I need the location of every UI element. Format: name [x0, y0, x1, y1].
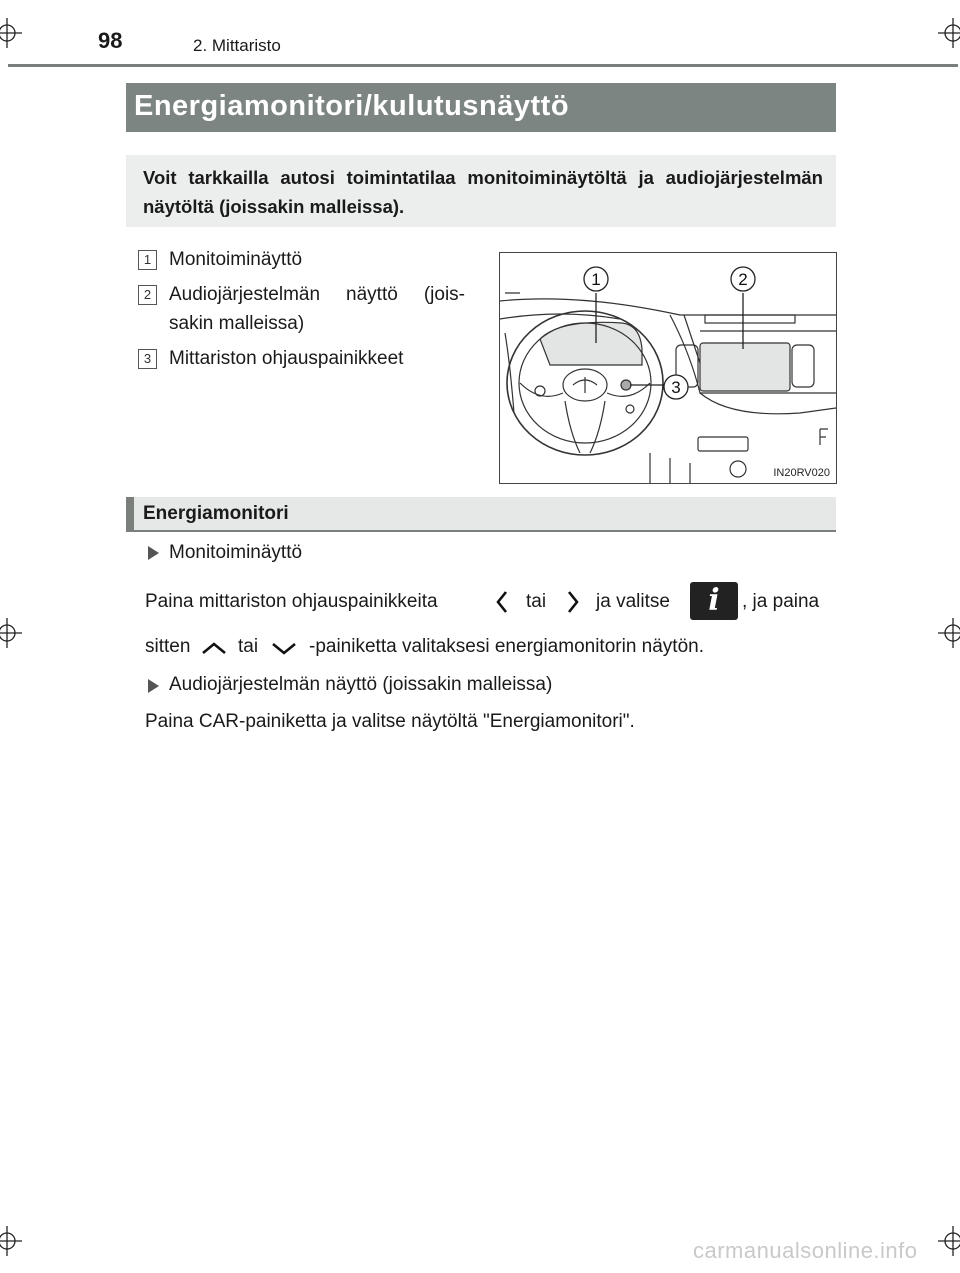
list-item-text: sakin malleissa): [169, 313, 305, 334]
chevron-left-icon: [494, 589, 510, 615]
chevron-down-icon: [270, 640, 298, 656]
item-number-badge: 1: [138, 250, 157, 270]
bullet-triangle-icon: [148, 679, 159, 693]
header-rule: [8, 64, 958, 67]
figure-code: IN20RV020: [773, 467, 830, 479]
body-text: tai: [526, 591, 547, 612]
page-title-bar: [126, 83, 836, 132]
page-title: Energiamonitori/kulutusnäyttö: [134, 90, 570, 122]
list-item-text: Mittariston ohjauspainikkeet: [169, 348, 404, 369]
chevron-up-icon: [200, 640, 228, 656]
item-number-badge: 3: [138, 349, 157, 369]
page-number: 98: [98, 28, 123, 53]
registration-mark-icon: [0, 618, 22, 648]
intro-text: Voit tarkkailla autosi toimintatilaa monitoiminäytöltä ja audiojärjestelmän näytöltä (joissakin malleissa).: [143, 167, 823, 217]
registration-mark-icon: [0, 18, 22, 48]
body-text: Paina CAR-painiketta ja valitse näytöltä "Energiamonitori".: [145, 711, 635, 732]
registration-mark-icon: [0, 1226, 22, 1256]
chapter-title: 2. Mittaristo: [193, 36, 281, 55]
body-text: sitten: [145, 636, 191, 657]
body-text: Paina mittariston ohjauspainikkeita: [145, 591, 438, 612]
callout-number: 2: [738, 270, 748, 289]
subheading: Monitoiminäyttö: [169, 542, 303, 563]
body-text: -painiketta valitaksesi energiamonitorin näytön.: [309, 636, 704, 657]
item-number-badge: 2: [138, 285, 157, 305]
intro-box: [126, 155, 836, 227]
callout-number: 1: [591, 270, 601, 289]
list-item-text: Audiojärjestelmän näyttö (jois-: [169, 284, 465, 305]
body-text: , ja paina: [742, 591, 820, 612]
body-text: tai: [238, 636, 259, 657]
section-heading-bar: [126, 497, 836, 532]
list-item-text: Monitoiminäyttö: [169, 249, 303, 270]
registration-mark-icon: [938, 618, 960, 648]
registration-mark-icon: [938, 18, 960, 48]
dashboard-illustration: [499, 252, 837, 484]
watermark: carmanualsonline.info: [693, 1238, 918, 1263]
bullet-triangle-icon: [148, 546, 159, 560]
body-text: ja valitse: [596, 591, 670, 612]
section-heading: Energiamonitori: [143, 503, 289, 524]
info-icon: i: [690, 582, 738, 620]
dashboard-drawing: [500, 253, 836, 483]
registration-mark-icon: [938, 1226, 960, 1256]
callout-number: 3: [671, 378, 681, 397]
subheading: Audiojärjestelmän näyttö (joissakin malleissa): [169, 674, 553, 695]
chevron-right-icon: [565, 589, 581, 615]
